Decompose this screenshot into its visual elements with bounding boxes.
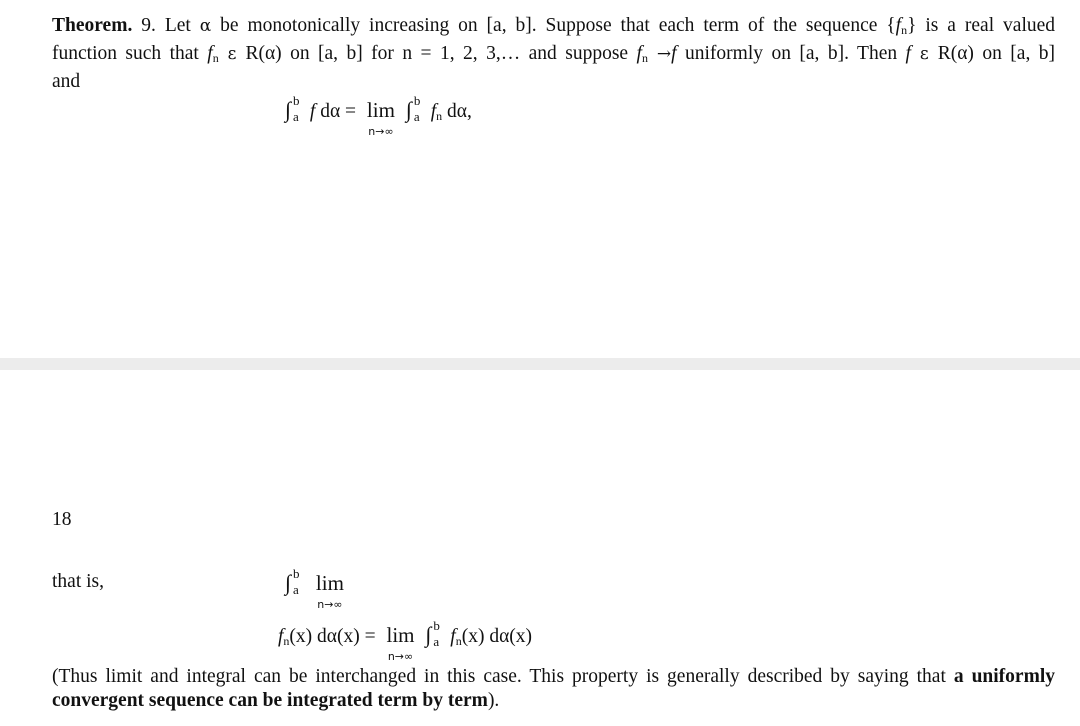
epsilon-symbol: ε — [218, 44, 246, 64]
arrow-icon: → — [647, 44, 672, 64]
lower-bound: a — [293, 109, 299, 124]
conclusion-text: (Thus limit and integral can be interchanged in this case. This property is generally described by saying that — [52, 666, 954, 687]
theorem-number: 9. — [132, 15, 156, 36]
theorem-line-1 — [52, 14, 1055, 42]
f-symbol: f — [207, 43, 213, 64]
lower-bound: a — [413, 109, 420, 124]
lim-word: lim — [366, 98, 395, 122]
limit — [367, 98, 395, 138]
lim-word: lim — [386, 623, 415, 647]
f-symbol: f — [430, 101, 437, 122]
f-symbol: f — [450, 626, 456, 647]
page-separator — [0, 358, 1080, 370]
integral-bounds — [412, 93, 426, 124]
lower-bound: a — [433, 634, 440, 649]
theorem-paragraph — [52, 14, 1055, 94]
f-symbol: f — [636, 43, 642, 64]
f-symbol: f — [278, 626, 284, 647]
lim-subscript: n→∞ — [387, 650, 414, 663]
integral-bounds — [291, 566, 305, 597]
equation-2-top — [285, 566, 350, 611]
subscript-n: n — [283, 634, 290, 648]
lower-bound: a — [293, 582, 299, 597]
integral-bounds — [291, 93, 305, 124]
upper-bound: b — [293, 566, 300, 581]
upper-bound: b — [293, 93, 300, 108]
lhs-text: (x) dα(x) = — [289, 626, 376, 647]
text: } is a real valued — [907, 15, 1056, 36]
text: Let — [155, 15, 200, 36]
f-symbol: f — [671, 43, 677, 64]
lim-subscript: n→∞ — [368, 125, 394, 138]
lhs-text: dα = — [315, 101, 357, 122]
text: R(α) on [a, b] — [937, 43, 1056, 64]
lim-subscript: n→∞ — [317, 598, 343, 611]
subscript-n: n — [455, 634, 462, 648]
f-symbol: f — [309, 101, 316, 122]
conclusion-bold-text: a uniformly convergent sequence can be integrated term by term — [52, 666, 1055, 711]
integral-icon: ∫ — [405, 97, 412, 122]
epsilon-symbol: ε — [910, 44, 938, 64]
rhs-text: dα, — [442, 101, 472, 122]
page-number: 18 — [52, 509, 72, 530]
theorem-line-3: and — [52, 71, 81, 92]
integral-bounds — [431, 618, 445, 649]
theorem-line-2 — [52, 42, 1055, 70]
alpha-symbol: α — [199, 16, 212, 36]
that-is-label: that is, — [52, 571, 104, 592]
subscript-n: n — [436, 109, 443, 123]
limit — [387, 623, 415, 663]
f-symbol: f — [905, 43, 911, 64]
integral-icon: ∫ — [285, 97, 292, 122]
text: function such that — [52, 43, 208, 64]
subscript-n: n — [641, 51, 648, 65]
rhs-text: (x) dα(x) — [461, 626, 533, 647]
upper-bound: b — [433, 618, 440, 633]
integral-icon: ∫ — [285, 570, 292, 595]
limit — [316, 571, 344, 611]
subscript-n: n — [212, 51, 219, 65]
conclusion-paragraph — [52, 665, 1055, 713]
conclusion-end: ). — [487, 690, 500, 711]
text: be monotonically increasing on [a, b]. Suppose that each term of the sequence { — [211, 15, 896, 36]
text: R(α) on [a, b] for n = 1, 2, 3,… and suppose — [245, 43, 637, 64]
lim-word: lim — [315, 571, 344, 595]
subscript-n: n — [901, 23, 908, 37]
equation-2-bottom — [278, 618, 533, 663]
integral-icon: ∫ — [425, 622, 432, 647]
equation-1 — [285, 93, 472, 138]
theorem-label: Theorem. — [52, 15, 133, 36]
f-symbol: f — [895, 15, 902, 36]
upper-bound: b — [413, 93, 421, 108]
text: uniformly on [a, b]. Then — [676, 43, 906, 64]
